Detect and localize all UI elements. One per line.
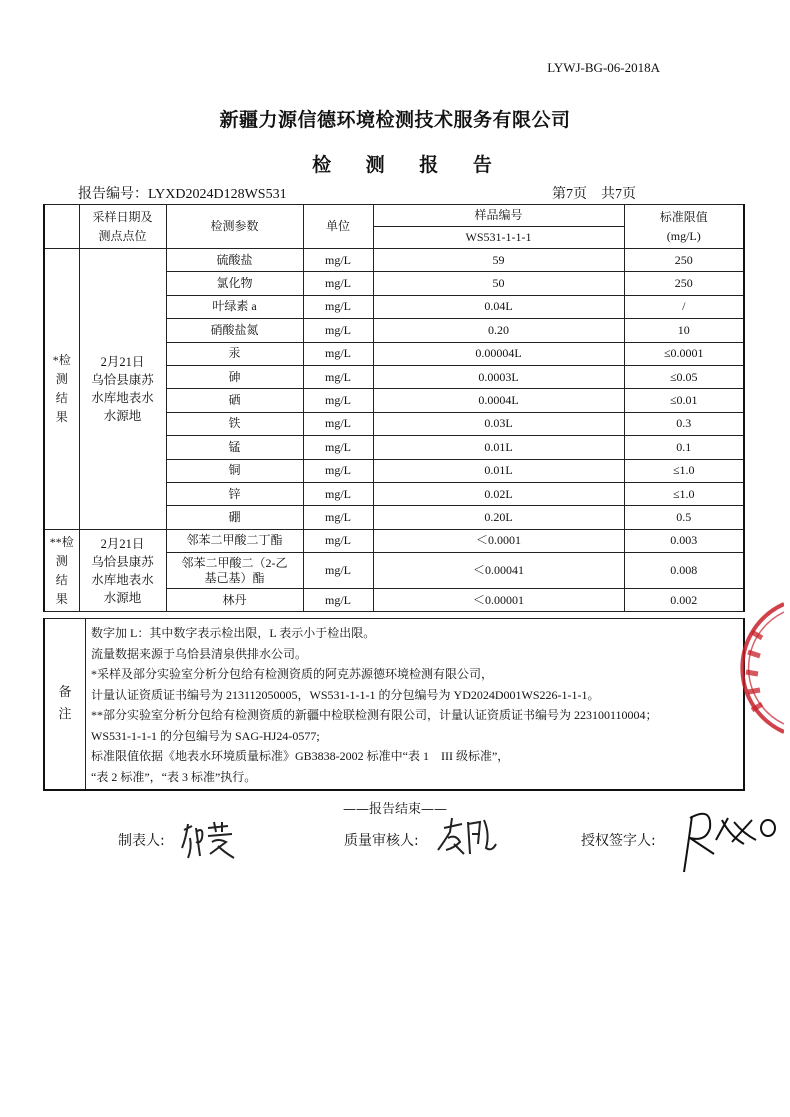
result-section-label-line: 测 bbox=[55, 553, 68, 568]
result-section-label-line: *检 bbox=[52, 352, 71, 367]
param-cell: 硼 bbox=[166, 506, 303, 529]
param-cell: 叶绿素 a bbox=[166, 295, 303, 318]
unit-cell: mg/L bbox=[303, 529, 373, 552]
table-row bbox=[44, 249, 744, 272]
unit-cell: mg/L bbox=[303, 272, 373, 295]
sampling-date-site-line: 水库地表水 bbox=[91, 572, 154, 587]
value-cell: 0.00004L bbox=[373, 342, 624, 365]
result-section-label-line: 测 bbox=[55, 371, 68, 386]
preparer-signature bbox=[178, 818, 238, 864]
section2-body bbox=[44, 529, 744, 612]
value-cell: 0.0003L bbox=[373, 365, 624, 388]
header-date-site-line2: 测点点位 bbox=[98, 228, 147, 243]
unit-cell: mg/L bbox=[303, 389, 373, 412]
param-cell bbox=[166, 553, 303, 589]
param-cell: 锰 bbox=[166, 436, 303, 459]
header-sample-no: 样品编号 bbox=[373, 205, 624, 227]
sampling-date-site-line: 乌恰县康苏 bbox=[91, 372, 154, 387]
company-name: 新疆力源信德环境检测技术服务有限公司 bbox=[219, 109, 571, 131]
param-cell: 锌 bbox=[166, 482, 303, 505]
unit-cell: mg/L bbox=[303, 436, 373, 459]
note-line: “表 2 标准”，“表 3 标准”执行。 bbox=[91, 769, 257, 784]
value-cell: 0.04L bbox=[373, 295, 624, 318]
unit-cell: mg/L bbox=[303, 506, 373, 529]
table-header-row bbox=[44, 205, 744, 227]
param-line: 邻苯二甲酸二（2-乙 bbox=[181, 555, 288, 570]
param-cell: 砷 bbox=[166, 365, 303, 388]
result-section-label-line: 结 bbox=[55, 390, 68, 405]
reviewer-label: 质量审核人: bbox=[344, 833, 419, 849]
value-cell: 0.0004L bbox=[373, 389, 624, 412]
preparer-label: 制表人: bbox=[118, 833, 165, 849]
limit-cell: 0.1 bbox=[624, 436, 744, 459]
table-row bbox=[44, 529, 744, 552]
unit-cell: mg/L bbox=[303, 459, 373, 482]
param-line: 基己基）酯 bbox=[204, 570, 265, 585]
value-cell: 59 bbox=[373, 249, 624, 272]
header-param: 检测参数 bbox=[166, 205, 303, 249]
note-line: **部分实验室分析分包给有检测资质的新疆中检联检测有限公司，计量认证资质证书编号为 223100110004； bbox=[91, 708, 658, 722]
limit-cell: 10 bbox=[624, 319, 744, 342]
note-line: WS531-1-1-1 的分包编号为 SAG-HJ24-0577; bbox=[91, 728, 320, 743]
header-date-site bbox=[79, 205, 166, 249]
sampling-date-site-line: 2月21日 bbox=[100, 354, 145, 369]
value-cell: ＜0.00041 bbox=[373, 553, 624, 589]
report-number: 报告编号：LYXD2024D128WS531 bbox=[78, 187, 287, 202]
result-section-label-line: 果 bbox=[55, 591, 68, 606]
limit-cell: ≤0.05 bbox=[624, 365, 744, 388]
unit-cell: mg/L bbox=[303, 553, 373, 589]
param-cell: 硒 bbox=[166, 389, 303, 412]
notes-list bbox=[91, 623, 741, 787]
limit-cell: ≤1.0 bbox=[624, 459, 744, 482]
limit-cell: ≤1.0 bbox=[624, 482, 744, 505]
param-cell: 氯化物 bbox=[166, 272, 303, 295]
header-limit-line1: 标准限值 bbox=[659, 209, 708, 224]
reviewer-signature bbox=[434, 814, 498, 862]
header-limit bbox=[624, 205, 744, 249]
notes-label bbox=[45, 619, 86, 789]
unit-cell: mg/L bbox=[303, 342, 373, 365]
sampling-date-site bbox=[79, 529, 166, 612]
company-seal bbox=[722, 602, 784, 734]
param-cell: 铁 bbox=[166, 412, 303, 435]
limit-cell: 0.008 bbox=[624, 553, 744, 589]
value-cell: 0.01L bbox=[373, 459, 624, 482]
limit-cell: 250 bbox=[624, 249, 744, 272]
result-section-label-line: 结 bbox=[55, 572, 68, 587]
header-corner bbox=[44, 205, 79, 249]
header-sample-id: WS531-1-1-1 bbox=[373, 227, 624, 249]
value-cell: 50 bbox=[373, 272, 624, 295]
value-cell: 0.03L bbox=[373, 412, 624, 435]
value-cell: 0.20L bbox=[373, 506, 624, 529]
value-cell: 0.01L bbox=[373, 436, 624, 459]
param-cell: 硫酸盐 bbox=[166, 249, 303, 272]
value-cell: ＜0.00001 bbox=[373, 589, 624, 612]
document-code: LYWJ-BG-06-2018A bbox=[547, 60, 660, 75]
value-cell: ＜0.0001 bbox=[373, 529, 624, 552]
sampling-date-site-line: 水源地 bbox=[103, 408, 142, 423]
notes-label-char: 备 bbox=[58, 685, 72, 700]
notes-box bbox=[43, 618, 745, 791]
limit-cell: ≤0.0001 bbox=[624, 342, 744, 365]
signer-label: 授权签字人: bbox=[581, 833, 656, 849]
unit-cell: mg/L bbox=[303, 412, 373, 435]
result-section-label bbox=[44, 529, 79, 612]
limit-cell: 250 bbox=[624, 272, 744, 295]
limit-cell: 0.5 bbox=[624, 506, 744, 529]
limit-cell: / bbox=[624, 295, 744, 318]
unit-cell: mg/L bbox=[303, 365, 373, 388]
header-date-site-line1: 采样日期及 bbox=[92, 209, 153, 224]
note-line: *采样及部分实验室分析分包给有检测资质的阿克苏源德环境检测有限公司， bbox=[91, 667, 494, 681]
value-cell: 0.20 bbox=[373, 319, 624, 342]
limit-cell: ≤0.01 bbox=[624, 389, 744, 412]
limit-cell: 0.002 bbox=[624, 589, 744, 612]
note-line: 标准限值依据《地表水环境质量标准》GB3838-2002 标准中“表 1 III 级标准”， bbox=[91, 749, 510, 763]
param-cell: 铜 bbox=[166, 459, 303, 482]
page-info: 第7页 共7页 bbox=[552, 187, 636, 202]
param-cell: 硝酸盐氮 bbox=[166, 319, 303, 342]
notes-label-char: 注 bbox=[58, 707, 72, 722]
signer-signature bbox=[672, 806, 780, 878]
limit-cell: 0.003 bbox=[624, 529, 744, 552]
note-line: 流量数据来源于乌恰县清泉供排水公司。 bbox=[91, 646, 308, 661]
sampling-date-site-line: 2月21日 bbox=[100, 536, 145, 551]
unit-cell: mg/L bbox=[303, 589, 373, 612]
sampling-date-site-line: 水库地表水 bbox=[91, 390, 154, 405]
value-cell: 0.02L bbox=[373, 482, 624, 505]
header-unit: 单位 bbox=[303, 205, 373, 249]
section1-body bbox=[44, 249, 744, 530]
param-cell: 林丹 bbox=[166, 589, 303, 612]
sampling-date-site bbox=[79, 249, 166, 530]
note-line: 数字加 L：其中数字表示检出限，L 表示小于检出限。 bbox=[91, 626, 376, 640]
unit-cell: mg/L bbox=[303, 295, 373, 318]
report-title: 检 测 报 告 bbox=[312, 154, 506, 176]
unit-cell: mg/L bbox=[303, 249, 373, 272]
result-section-label-line: **检 bbox=[49, 534, 74, 549]
end-marker: ——报告结束—— bbox=[342, 802, 447, 817]
result-section-label bbox=[44, 249, 79, 530]
unit-cell: mg/L bbox=[303, 482, 373, 505]
param-cell: 邻苯二甲酸二丁酯 bbox=[166, 529, 303, 552]
sampling-date-site-line: 水源地 bbox=[103, 590, 142, 605]
header-limit-line2: (mg/L) bbox=[666, 228, 701, 243]
param-cell: 汞 bbox=[166, 342, 303, 365]
unit-cell: mg/L bbox=[303, 319, 373, 342]
results-table bbox=[43, 204, 745, 612]
limit-cell: 0.3 bbox=[624, 412, 744, 435]
result-section-label-line: 果 bbox=[55, 409, 68, 424]
sampling-date-site-line: 乌恰县康苏 bbox=[91, 554, 154, 569]
note-line: 计量认证资质证书编号为 213112050005，WS531-1-1-1 的分包编号为 YD2024D001WS226-1-1-1。 bbox=[91, 687, 600, 702]
